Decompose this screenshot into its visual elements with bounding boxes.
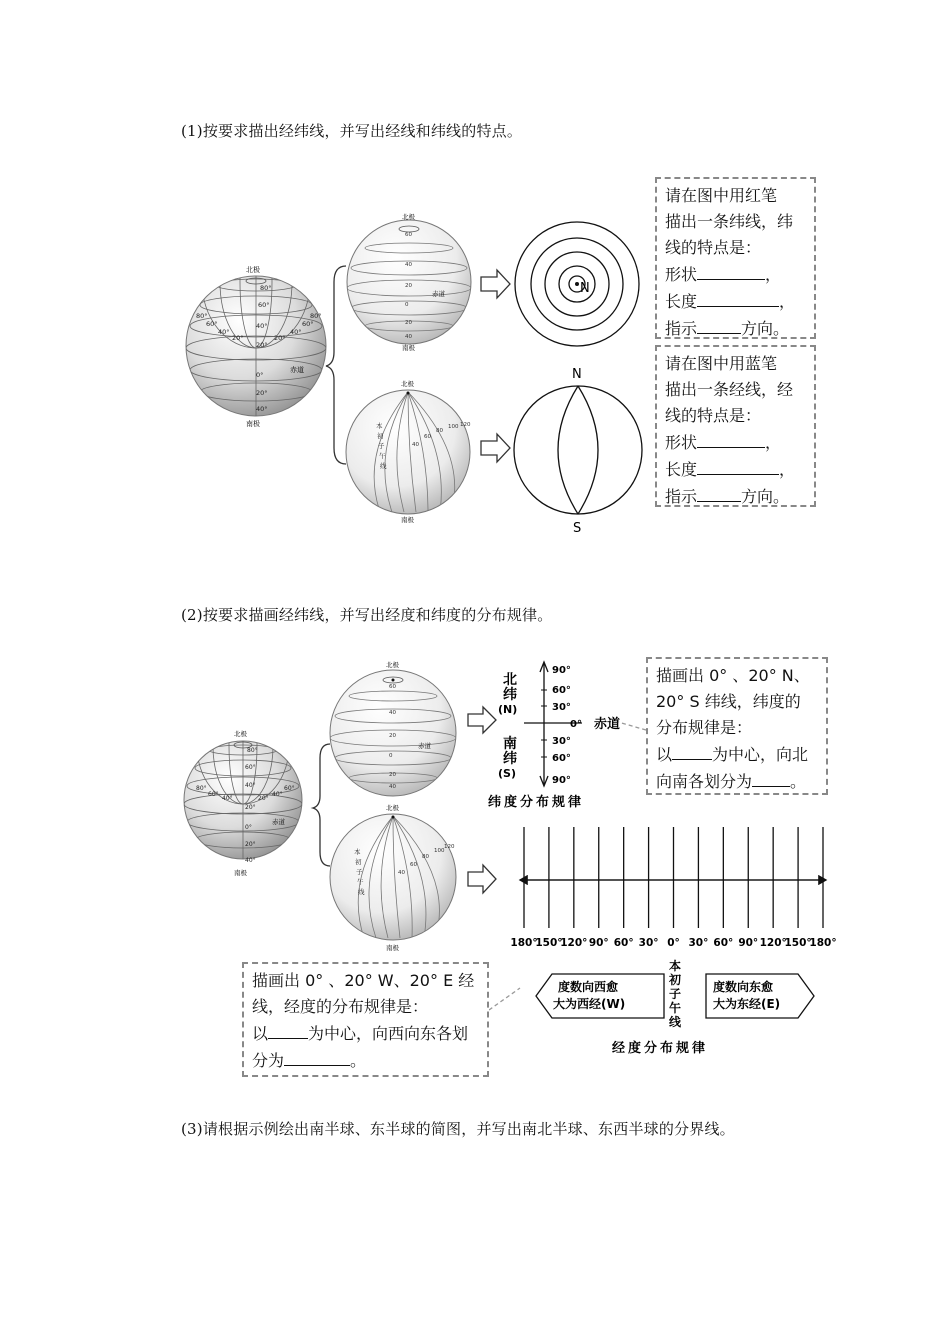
globe-longitude-1 — [346, 379, 471, 524]
prime-char: 线 — [669, 1015, 682, 1029]
lon-scale-tick: 30° — [638, 937, 659, 949]
south-mark: S — [573, 521, 582, 536]
length-label: 长度 — [665, 460, 698, 479]
brace — [313, 744, 330, 866]
lon-scale-tick: 30° — [688, 937, 709, 949]
globe-main-2 — [184, 688, 302, 877]
meridian-view-circle — [514, 386, 642, 514]
south-pole-label: 南极 — [386, 944, 399, 952]
lat-tick: 40 — [389, 784, 396, 790]
west-arrow-text: 大为西经(W) — [553, 997, 626, 1011]
lat-scale-tick: 90° — [552, 775, 571, 786]
south-pole-label: 南极 — [246, 420, 260, 428]
lat-tick: 0 — [389, 753, 393, 759]
box-text: 以 — [252, 1024, 269, 1043]
prime-meridian-char: 初 — [377, 432, 384, 440]
brace — [326, 266, 346, 464]
lon-scale-tick: 180° — [809, 937, 837, 949]
latitude-rule-box — [646, 657, 828, 795]
comma: ， — [779, 292, 796, 311]
box-text: 描画出 0° 、20° W、20° E 经 — [252, 971, 475, 990]
box-text: 线的特点是： — [665, 406, 762, 425]
box-text: 为中心，向北 — [712, 745, 809, 764]
lat-scale-tick: 60° — [552, 685, 571, 696]
prime-meridian-char: 线 — [358, 888, 365, 896]
globe-latitude-1 — [347, 212, 471, 352]
prime-meridian-char: 本 — [376, 422, 383, 430]
lon-scale-caption: 经度分布规律 — [612, 1041, 709, 1056]
prime-meridian-char: 本 — [354, 848, 361, 856]
comma: ， — [765, 265, 782, 284]
equator-label: 赤道 — [290, 366, 304, 374]
lon-tick: 80° — [310, 312, 322, 320]
lon-tick: 60° — [206, 320, 218, 328]
box-text: 以 — [656, 745, 673, 764]
length-blank[interactable] — [697, 456, 779, 475]
longitude-scale — [510, 827, 836, 1056]
prime-meridian-char: 初 — [355, 858, 362, 866]
box-text: 描出一条纬线，纬 — [665, 212, 794, 231]
south-lat-char: (S) — [498, 767, 516, 780]
lon-tick: 80° — [196, 785, 207, 792]
lat-tick: 20° — [256, 389, 268, 397]
lon-scale-tick: 150° — [784, 937, 812, 949]
lat-scale-tick: 0° — [570, 719, 582, 730]
lon-tick: 80° — [196, 312, 208, 320]
box-text: 。 — [790, 772, 807, 791]
south-pole-label: 南极 — [402, 344, 415, 352]
lon-scale-tick: 150° — [535, 937, 563, 949]
hollow-arrow — [468, 865, 496, 893]
north-mark: N — [572, 367, 582, 382]
south-pole-label: 南极 — [234, 869, 247, 877]
dir-label: 方向。 — [741, 487, 790, 506]
box-text: 分布规律是： — [656, 718, 753, 737]
box-connector — [618, 722, 646, 730]
lat-tick: 60 — [405, 232, 412, 238]
lon-scale-tick: 90° — [588, 937, 609, 949]
meridian-tick: 60 — [410, 862, 417, 868]
center-blank[interactable] — [672, 741, 712, 760]
lat-tick: 80° — [247, 747, 258, 754]
box-text: 请在图中用红笔 — [665, 186, 778, 205]
direction-blank[interactable] — [697, 483, 741, 502]
prime-meridian-char: 午 — [379, 452, 386, 460]
longitude-rule-box — [242, 962, 489, 1077]
box-text: 描画出 0° 、20° N、 — [656, 666, 810, 685]
lon-scale-tick: 120° — [759, 937, 787, 949]
shape-label: 形状 — [665, 265, 698, 284]
box-text: 20° S 纬线，纬度的 — [656, 692, 801, 711]
lon-tick: 60° — [284, 785, 295, 792]
lon-tick: 40° — [218, 328, 230, 336]
hollow-arrow — [481, 434, 510, 462]
lat-tick: 20 — [405, 283, 412, 289]
hollow-arrow — [481, 270, 510, 298]
south-pole-label: 南极 — [401, 516, 414, 524]
lat-tick: 40° — [256, 322, 268, 330]
north-pole-label: 北极 — [401, 380, 414, 388]
meridian-tick: 120 — [444, 844, 455, 850]
west-arrow-text: 度数向西愈 — [558, 980, 619, 994]
shape-label: 形状 — [665, 433, 698, 452]
box-text: 描出一条经线，经 — [665, 380, 794, 399]
lat-scale-tick: 60° — [552, 753, 571, 764]
north-pole-label: 北极 — [234, 730, 247, 738]
equator-label: 赤道 — [418, 742, 431, 750]
lat-tick: 20° — [256, 341, 268, 349]
box-text: 。 — [350, 1051, 367, 1070]
count-blank[interactable] — [752, 768, 790, 787]
north-pole-mark: N — [580, 281, 590, 296]
lat-tick: 0° — [256, 371, 264, 379]
north-lat-char: 北 — [503, 672, 517, 688]
comma: ， — [779, 460, 796, 479]
lat-tick: 0° — [245, 824, 252, 831]
north-pole-label: 北极 — [386, 804, 399, 812]
east-arrow-text: 大为东经(E) — [713, 997, 781, 1011]
point-label: 指示 — [665, 319, 698, 338]
latitude-feature-box — [655, 177, 816, 339]
box-text: 分为 — [252, 1051, 285, 1070]
lon-tick: 40° — [272, 791, 283, 798]
lat-tick: 60° — [258, 301, 270, 309]
lat-tick: 60° — [245, 764, 256, 771]
lat-scale-caption: 纬度分布规律 — [488, 795, 585, 810]
meridian-tick: 80 — [422, 854, 429, 860]
shape-blank[interactable] — [697, 261, 765, 280]
lat-tick: 80° — [260, 284, 272, 292]
prime-meridian-char: 子 — [378, 442, 385, 450]
lon-scale-tick: 60° — [713, 937, 734, 949]
globe-longitude-2 — [330, 803, 456, 952]
lat-tick: 0 — [405, 302, 409, 308]
lat-tick: 20 — [389, 772, 396, 778]
lat-tick: 40° — [245, 857, 256, 864]
length-label: 长度 — [665, 292, 698, 311]
lat-tick: 40 — [405, 334, 412, 340]
lon-scale-tick: 60° — [613, 937, 634, 949]
box-text: 为中心，向西向东各划 — [308, 1024, 469, 1043]
question-3: (3)请根据示例绘出南半球、东半球的简图，并写出南北半球、东西半球的分界线。 — [181, 1120, 735, 1138]
equator-label: 赤道 — [272, 818, 285, 826]
longitude-feature-box — [655, 345, 816, 507]
length-blank[interactable] — [697, 288, 779, 307]
lon-tick: 20° — [274, 334, 286, 342]
box-text: 向南各划分为 — [656, 772, 753, 791]
lat-tick: 20° — [245, 804, 256, 811]
meridian-tick: 80 — [436, 428, 443, 434]
question-1: (1)按要求描出经纬线，并写出经线和纬线的特点。 — [181, 122, 523, 140]
lat-tick: 20 — [405, 320, 412, 326]
lon-tick: 40° — [222, 795, 233, 802]
lat-tick: 20° — [245, 841, 256, 848]
globe-latitude-2 — [330, 660, 456, 796]
meridian-tick: 40 — [398, 870, 405, 876]
lat-tick: 40° — [245, 782, 256, 789]
globe-main-1 — [186, 216, 326, 428]
latitude-scale — [488, 662, 620, 810]
lat-tick: 60 — [389, 684, 396, 690]
lon-tick: 20° — [258, 795, 269, 802]
lat-scale-tick: 90° — [552, 665, 571, 676]
lat-tick: 20 — [389, 733, 396, 739]
dir-label: 方向。 — [741, 319, 790, 338]
prime-char: 初 — [669, 973, 682, 987]
lon-tick: 40° — [290, 328, 302, 336]
direction-blank[interactable] — [697, 315, 741, 334]
lat-tick: 40° — [256, 405, 268, 413]
box-connector — [489, 988, 520, 1010]
north-pole-label: 北极 — [402, 213, 415, 221]
lon-scale-tick: 90° — [738, 937, 759, 949]
shape-blank[interactable] — [697, 429, 765, 448]
equator-label: 赤道 — [594, 717, 621, 732]
prime-char: 午 — [669, 1001, 682, 1015]
lon-scale-tick: 180° — [510, 937, 538, 949]
meridian-tick: 100 — [434, 848, 445, 854]
prime-char: 本 — [669, 959, 682, 973]
lon-tick: 60° — [208, 791, 219, 798]
prime-char: 子 — [669, 987, 682, 1001]
south-lat-char: 纬 — [503, 751, 517, 767]
meridian-tick: 60 — [424, 434, 431, 440]
lat-tick: 40 — [405, 262, 412, 268]
lon-scale-tick: 0° — [667, 937, 680, 949]
question-2: (2)按要求描画经纬线，并写出经度和纬度的分布规律。 — [181, 606, 553, 624]
lon-tick: 20° — [232, 334, 244, 342]
comma: ， — [765, 433, 782, 452]
north-lat-char: (N) — [498, 703, 518, 716]
pole-point — [575, 282, 579, 286]
lat-scale-tick: 30° — [552, 736, 571, 747]
south-lat-char: 南 — [503, 736, 517, 752]
prime-meridian-char: 午 — [357, 878, 364, 886]
box-text: 线的特点是： — [665, 238, 762, 257]
count-blank[interactable] — [284, 1047, 350, 1066]
center-blank[interactable] — [268, 1020, 308, 1039]
east-arrow-text: 度数向东愈 — [713, 980, 774, 994]
lon-scale-tick: 120° — [560, 937, 588, 949]
meridian-tick: 120 — [460, 422, 471, 428]
meridian-tick: 100 — [448, 424, 459, 430]
meridian-tick: 40 — [412, 442, 419, 448]
box-text: 请在图中用蓝笔 — [665, 354, 778, 373]
lon-tick: 60° — [302, 320, 314, 328]
north-lat-char: 纬 — [503, 687, 517, 703]
lat-tick: 40 — [389, 710, 396, 716]
point-label: 指示 — [665, 487, 698, 506]
box-text: 线，经度的分布规律是： — [252, 997, 429, 1016]
prime-meridian-char: 线 — [380, 462, 387, 470]
prime-meridian-char: 子 — [356, 868, 363, 876]
north-pole-label: 北极 — [246, 266, 260, 274]
lat-scale-tick: 30° — [552, 702, 571, 713]
hollow-arrow — [468, 707, 496, 733]
equator-label: 赤道 — [432, 290, 445, 298]
north-pole-label: 北极 — [386, 661, 399, 669]
